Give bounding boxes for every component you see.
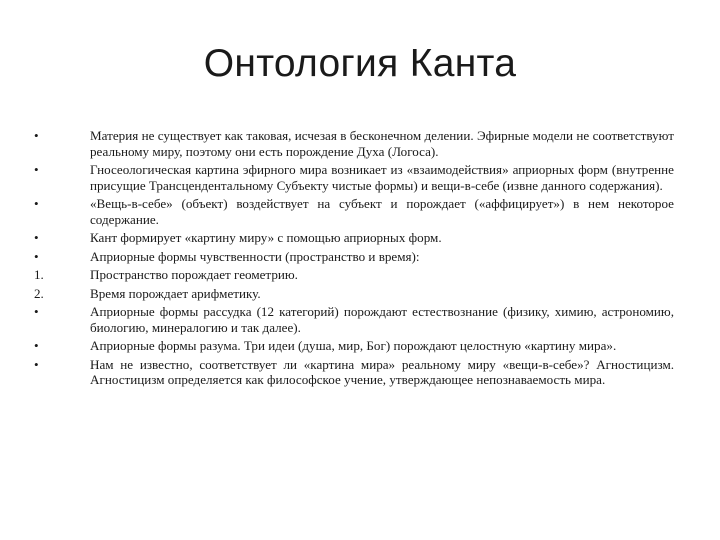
list-item-text: Априорные формы рассудка (12 категорий) порождают естествознание (физику, химию, астрономию, биологию, минералогию и так далее). [90, 304, 674, 335]
bullet-marker: • [34, 356, 39, 372]
list-item [34, 230, 674, 246]
list-item-text: Априорные формы чувственности (пространство и время): [90, 248, 420, 264]
list-item-text: Априорные формы разума. Три идеи (душа, мир, Бог) порождают целостную «картину мира». [90, 338, 617, 353]
number-marker: 1. [34, 267, 44, 282]
list-item [34, 304, 674, 335]
list-item-text: Материя не существует как таковая, исчезая в бесконечном делении. Эфирные модели не соответствуют реальному миру, поэтому они есть порождение Духа (Логоса). [90, 128, 674, 159]
list-item-text: Нам не известно, соответствует ли «картина мира» реальному миру «вещи-в-себе»? Агностицизм. Агностицизм определяется как философское учение, утверждающее непознаваемость мира. [90, 356, 674, 387]
list-item-text: Кант формирует «картину миру» с помощью априорных форм. [90, 230, 442, 245]
slide-content-list [34, 128, 674, 391]
bullet-marker: • [34, 230, 39, 245]
list-item [34, 128, 674, 159]
number-marker: 2. [34, 285, 44, 301]
list-item-text: Гносеологическая картина эфирного мира возникает из «взаимодействия» априорных форм (внутренне присущие Трансцендентальному Субъекту чистые формы) и вещи-в-себе (извне данного содержания). [90, 162, 674, 193]
list-item [34, 162, 674, 193]
bullet-marker: • [34, 128, 39, 143]
list-item [34, 286, 674, 302]
list-item-text: Время порождает арифметику. [90, 285, 261, 301]
list-item [34, 196, 674, 227]
list-item [34, 357, 674, 388]
bullet-marker: • [34, 304, 39, 319]
list-item [34, 249, 674, 265]
list-item-text: Пространство порождает геометрию. [90, 267, 298, 282]
list-item [34, 338, 674, 354]
bullet-marker: • [34, 196, 39, 211]
bullet-marker: • [34, 248, 39, 264]
list-item [34, 267, 674, 283]
slide-title: Онтология Канта [203, 42, 517, 85]
bullet-marker: • [34, 162, 39, 177]
list-item-text: «Вещь-в-себе» (объект) воздействует на субъект и порождает («аффицирует») в нем некоторое содержание. [90, 196, 674, 227]
bullet-marker: • [34, 338, 39, 353]
